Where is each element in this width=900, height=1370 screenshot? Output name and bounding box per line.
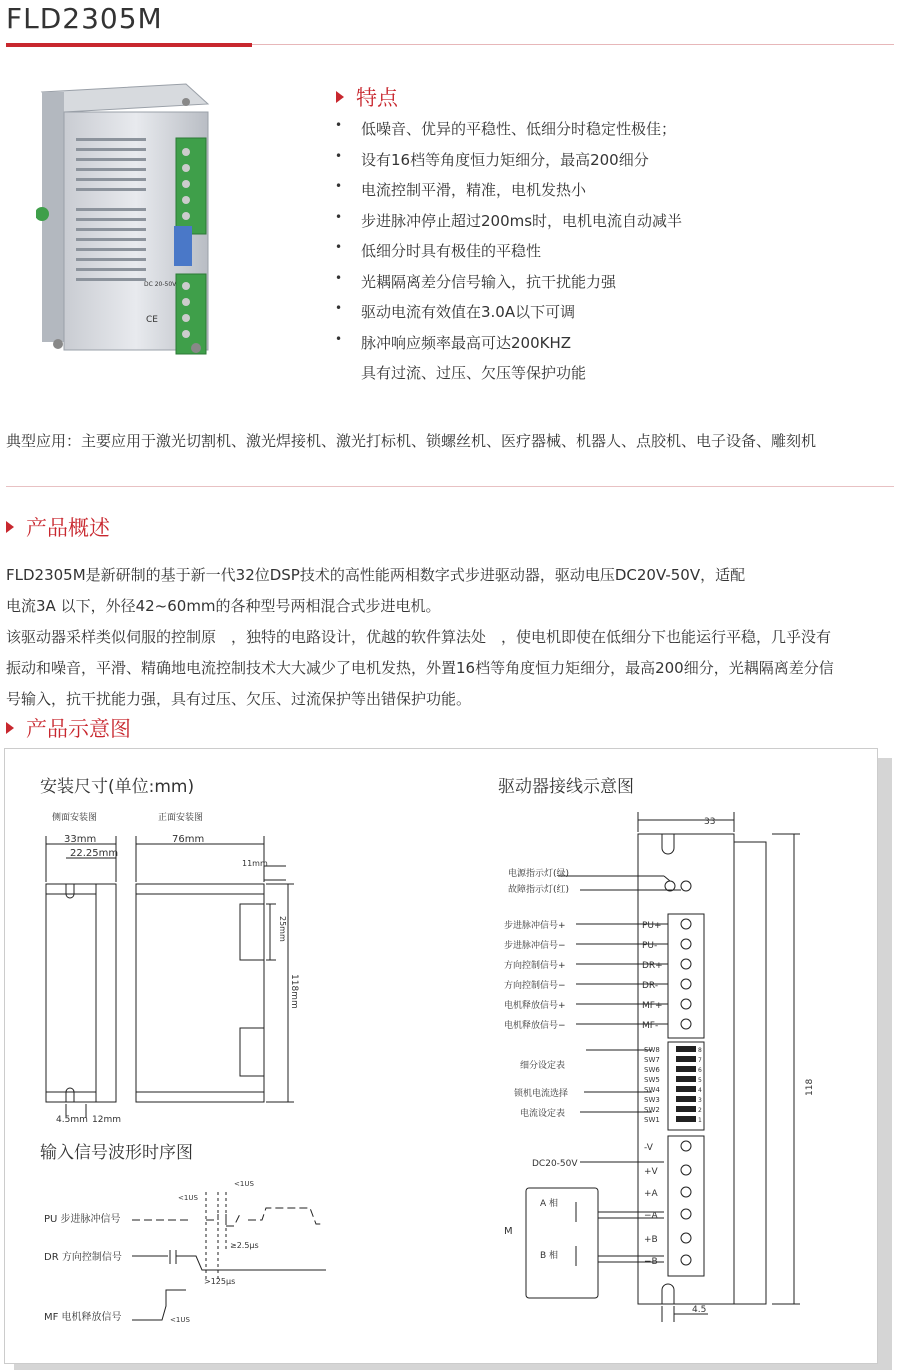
page-title: FLD2305M (6, 2, 163, 35)
features-heading: 特点 (336, 82, 398, 112)
terminal-minus-b: −B (644, 1257, 658, 1267)
section-arrow-icon (336, 91, 344, 103)
section-arrow-icon (6, 722, 14, 734)
dim-45mm: 4.5mm (56, 1115, 88, 1125)
terminal-plus-b: +B (644, 1235, 658, 1245)
overview-heading: 产品概述 (6, 512, 110, 542)
dim-25mm: 25mm (278, 916, 287, 942)
timing-mf: MF 电机释放信号 (44, 1312, 122, 1323)
phase-a-label: A 相 (540, 1199, 559, 1209)
sw-num-1: 1 (698, 1117, 702, 1124)
dim-33mm: 33mm (64, 834, 97, 845)
sw-num-7: 7 (698, 1057, 702, 1064)
terminal-pu-plus: PU+ (642, 921, 662, 931)
list-item: • 低细分时具有极佳的平稳性 (343, 236, 883, 267)
terminal-pu-minus: PU- (642, 941, 658, 951)
timing-1us-b: <1US (234, 1180, 254, 1188)
sw5: SW5 (644, 1076, 660, 1084)
dim-76mm: 76mm (172, 834, 205, 845)
sw4: SW4 (644, 1086, 660, 1094)
sw-num-8: 8 (698, 1047, 702, 1054)
power-label: DC20-50V (532, 1159, 578, 1169)
terminal-minus-v: -V (644, 1143, 653, 1153)
sig-label-mf-plus: 电机释放信号+ (504, 1001, 566, 1011)
sw-group-microstep: 细分设定表 (520, 1061, 566, 1071)
application-text: 典型应用：主要应用于激光切割机、激光焊接机、激光打标机、锁螺丝机、医疗器械、机器人、点胶机、电子设备、雕刻机 (6, 432, 817, 450)
list-item: 具有过流、过压、欠压等保护功能 (361, 364, 587, 382)
diagram-heading: 产品示意图 (6, 713, 131, 743)
terminal-plus-a: +A (644, 1189, 658, 1199)
list-item: • 低噪音、优异的平稳性、低细分时稳定性极佳； (343, 114, 883, 145)
terminal-mf-plus: MF+ (642, 1001, 663, 1011)
sw-group-lock-current: 锁机电流选择 (514, 1089, 569, 1099)
timing-diagram (36, 1172, 336, 1340)
list-item: • 设有16档等角度恒力矩细分，最高200细分 (343, 145, 883, 176)
timing-1us-a: <1US (178, 1194, 198, 1202)
features-list (343, 114, 883, 389)
terminal-block-signal (176, 138, 206, 234)
led-green-label: 电源指示灯(绿) (508, 869, 570, 879)
terminal-block-power (176, 274, 206, 354)
terminal-mf-minus: MF- (642, 1021, 659, 1031)
sw-num-6: 6 (698, 1067, 702, 1074)
sw-group-current: 电流设定表 (520, 1109, 566, 1119)
led-red-label: 故障指示灯(红) (508, 885, 570, 895)
wiring-dim-33: 33 (704, 817, 716, 827)
sig-label-mf-minus: 电机释放信号− (504, 1021, 566, 1031)
timing-pu: PU 步进脉冲信号 (44, 1214, 121, 1225)
terminal-dr-minus: DR- (642, 981, 659, 991)
sig-label-dr-plus: 方向控制信号+ (504, 961, 566, 971)
sw-num-3: 3 (698, 1097, 702, 1104)
list-item: • 脉冲响应频率最高可达200KHZ (343, 328, 883, 359)
dim-12mm: 12mm (92, 1115, 121, 1125)
dim-11mm: 11mm (242, 859, 268, 868)
list-item: • 电流控制平滑，精准，电机发热小 (343, 175, 883, 206)
wiring-dim-45: 4.5 (692, 1305, 707, 1315)
sw-num-5: 5 (698, 1077, 702, 1084)
sw-num-2: 2 (698, 1107, 702, 1114)
motor-m-label: M (504, 1226, 513, 1237)
install-drawing (30, 806, 320, 1136)
sw2: SW2 (644, 1106, 660, 1114)
timing-125us: >125μs (204, 1277, 236, 1286)
timing-dr: DR 方向控制信号 (44, 1252, 122, 1263)
terminal-minus-a: −A (644, 1211, 658, 1221)
wiring-diagram (500, 806, 840, 1326)
sig-label-dr-minus: 方向控制信号− (504, 981, 566, 991)
wiring-dim-118: 118 (805, 1078, 815, 1096)
list-item: • 光耦隔离差分信号输入，抗干扰能力强 (343, 267, 883, 298)
terminal-dr-plus: DR+ (642, 961, 663, 971)
timing-title: 输入信号波形时序图 (40, 1143, 193, 1163)
sw6: SW6 (644, 1066, 660, 1074)
terminal-plus-v: +V (644, 1167, 658, 1177)
timing-1us-c: <1US (170, 1316, 190, 1324)
sw3: SW3 (644, 1096, 660, 1104)
panel-shadow (876, 758, 892, 1368)
sw1: SW1 (644, 1116, 660, 1124)
dc-label: DC 20-50V (144, 281, 177, 288)
list-item: • 驱动电流有效值在3.0A以下可调 (343, 297, 883, 328)
overview-paragraph-1: FLD2305M是新研制的基于新一代32位DSP技术的高性能两相数字式步进驱动器，驱动电压DC20V-50V，适配 电流3A 以下，外径42~60mm的各种型号两相混合式步进电机。 该驱动器采样类似伺服的控制原 ，独特的电路设计，优越的软件算法处 ，使电机即使在低细分下也能运行平稳，几乎没有 振动和噪音，平滑、精确地电流控制技术大大减少了电机发热，外置16档等角度恒力矩细分，最高200细分，光耦隔离差分信 号输入，抗干扰能力强，具有过压、欠压、过流保护等出错保护功能。 (6, 566, 834, 708)
sig-label-pu-plus: 步进脉冲信号+ (504, 921, 566, 931)
wiring-title: 驱动器接线示意图 (498, 777, 634, 797)
front-view-label: 正面安装图 (158, 813, 204, 823)
product-image (36, 78, 216, 368)
install-title: 安装尺寸(单位:mm) (40, 777, 195, 797)
section-arrow-icon (6, 521, 14, 533)
sw-num-4: 4 (698, 1087, 702, 1094)
sw8: SW8 (644, 1046, 660, 1054)
timing-25us: ≥2.5μs (230, 1241, 259, 1250)
title-divider (252, 44, 894, 45)
dim-2225mm: 22.25mm (70, 848, 119, 859)
section-divider (6, 486, 894, 487)
list-item: • 步进脉冲停止超过200ms时，电机电流自动减半 (343, 206, 883, 237)
title-underline (6, 43, 252, 47)
sw7: SW7 (644, 1056, 660, 1064)
ce-mark: CE (146, 315, 158, 325)
sig-label-pu-minus: 步进脉冲信号− (504, 941, 566, 951)
phase-b-label: B 相 (540, 1251, 559, 1261)
side-view-label: 侧面安装图 (52, 813, 98, 823)
dim-118mm: 118mm (289, 974, 299, 1009)
